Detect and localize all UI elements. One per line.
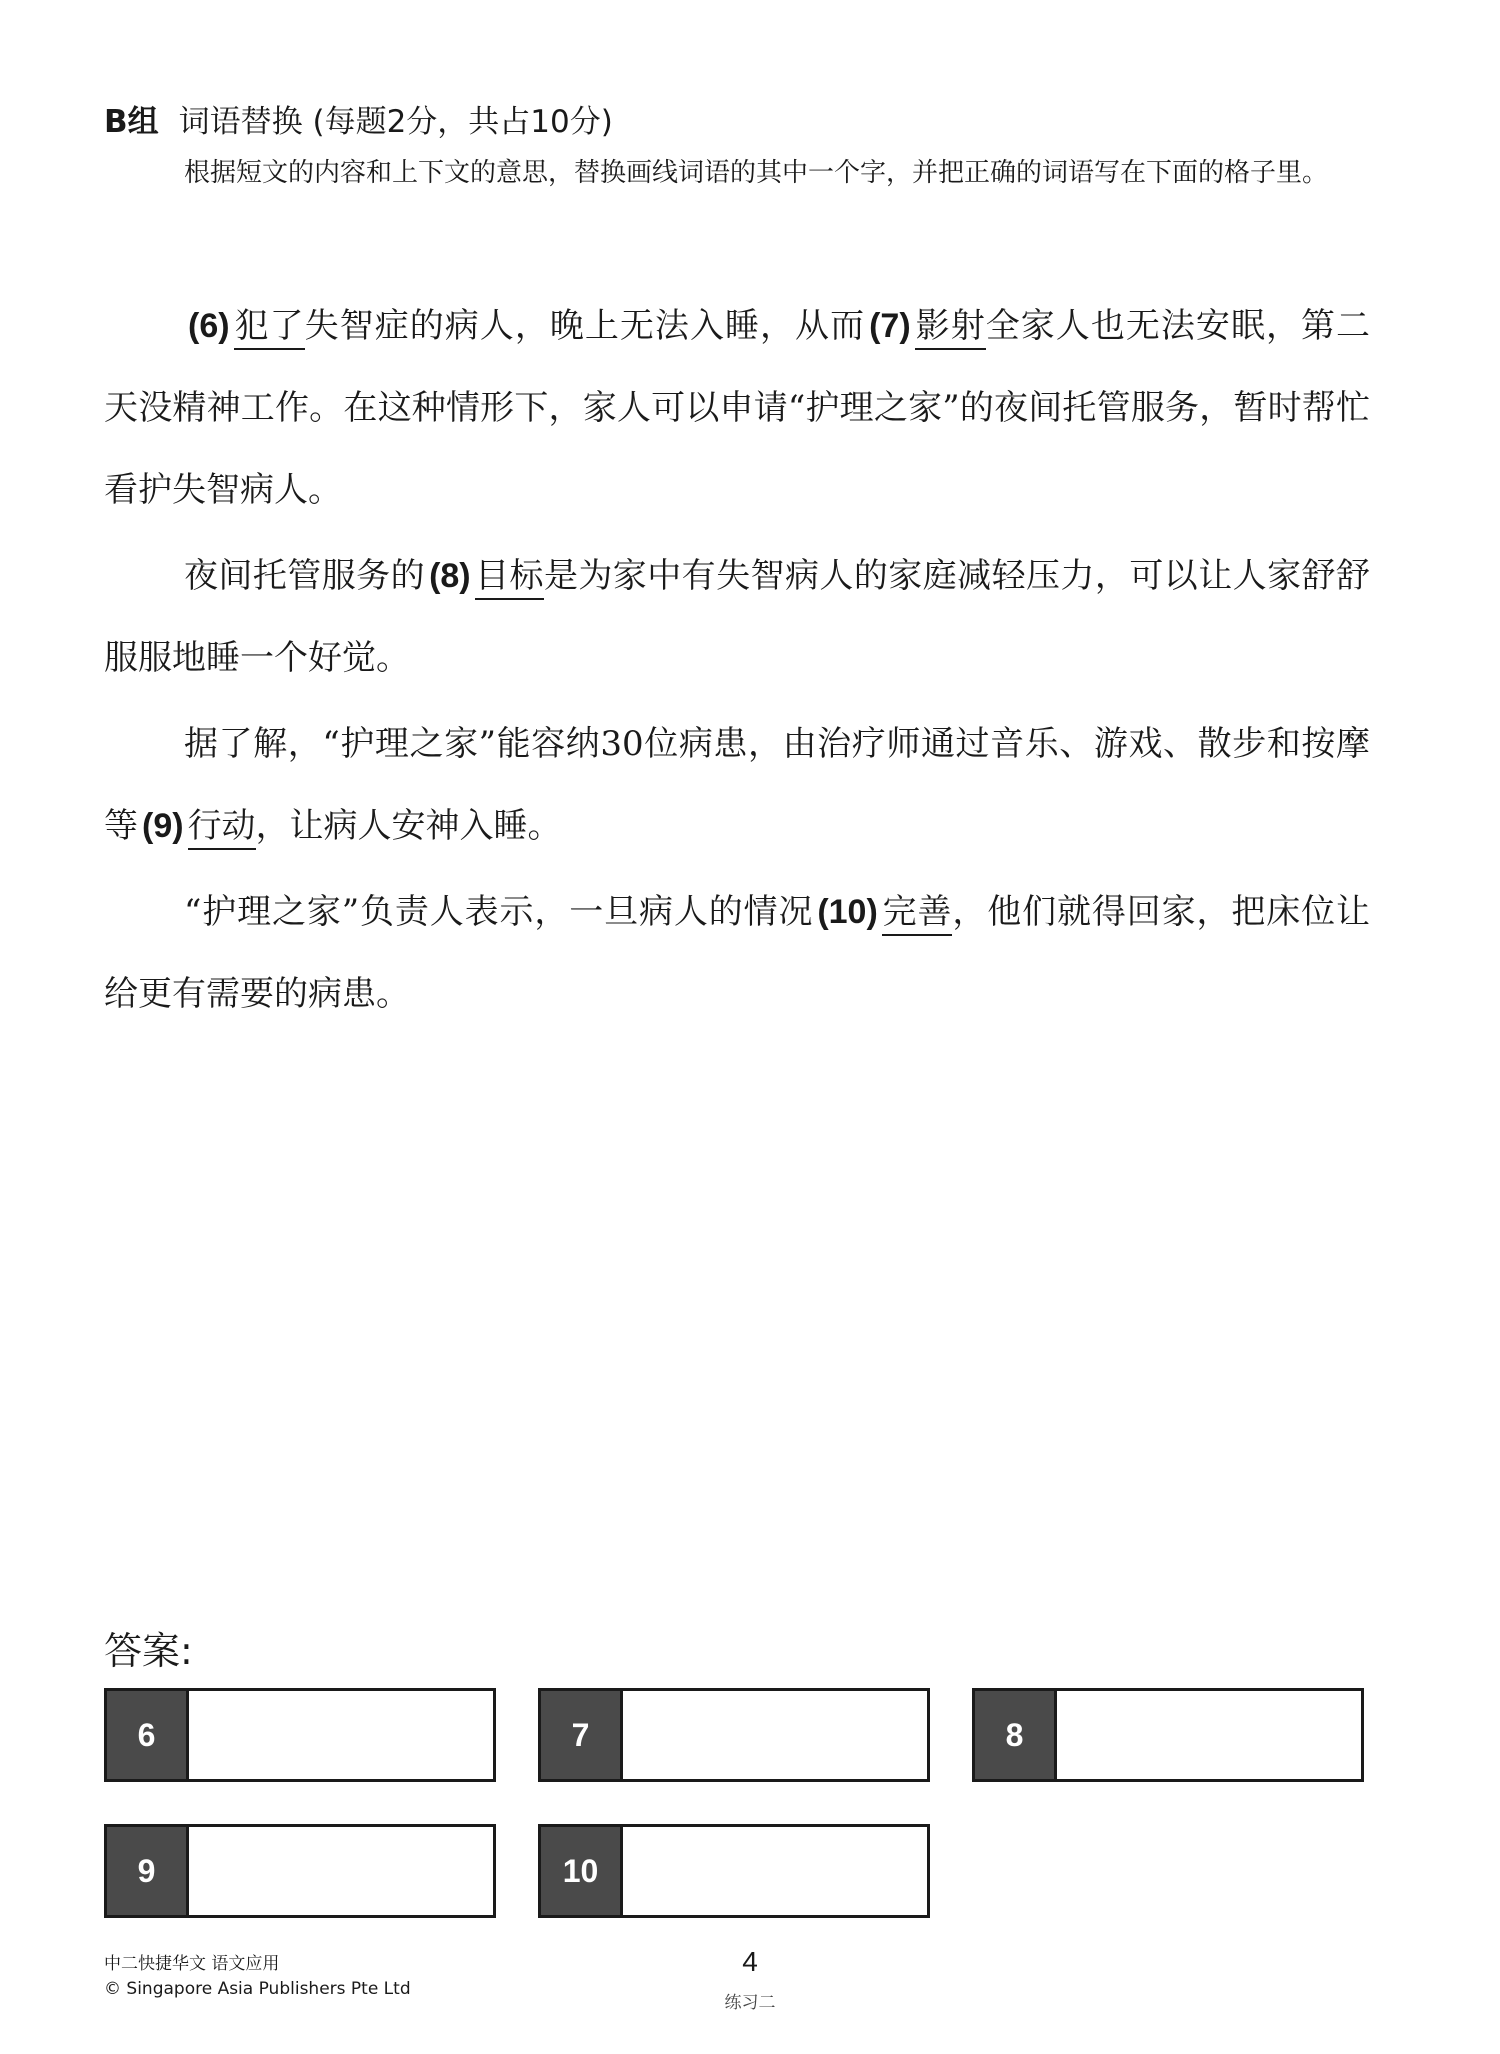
section-instruction: 根据短文的内容和上下文的意思，替换画线词语的其中一个字，并把正确的词语写在下面的格子里。 [184,158,1329,188]
question-number-6: (6) [188,307,230,345]
footer-book-title: 中二快捷华文 语文应用 [104,1954,280,1974]
answer-box-9 [104,1824,496,1918]
passage-text: 据了解，“护理之家”能容纳30位病患，由治疗师通过音乐、游戏、散步和按摩等 [104,724,1370,846]
exercise-label: 练习二 [724,1993,776,2013]
answer-number: 7 [541,1691,620,1779]
footer-copyright: © Singapore Asia Publishers Pte Ltd [104,1979,411,1999]
answer-field-6[interactable] [186,1691,493,1779]
section-title: 词语替换 (每题2分，共占10分) [178,104,613,140]
answer-field-8[interactable] [1054,1691,1361,1779]
question-number-8: (8) [429,557,471,595]
footer-book-info [104,1952,411,2002]
answer-field-10[interactable] [620,1827,927,1915]
answer-label: 答案: [104,1629,193,1673]
passage-text: ，他们就得回家，把床位让给更有需要的病患。 [104,892,1371,1014]
passage-text: “护理之家”负责人表示，一旦病人的情况 [184,892,814,932]
section-header [104,96,613,141]
underlined-word-8: 目标 [475,556,544,600]
section-group-label: B组 [104,104,159,140]
passage-text: 失智症的病人，晚上无法入睡，从而 [304,306,866,346]
answer-box-7 [538,1688,930,1782]
passage [104,285,1370,1039]
question-number-7: (7) [869,307,911,345]
underlined-word-10: 完善 [882,892,953,936]
underlined-word-9: 行动 [188,806,256,850]
answer-number: 8 [975,1691,1054,1779]
passage-paragraph-3 [104,703,1370,867]
answer-field-9[interactable] [186,1827,493,1915]
answer-number: 9 [107,1827,186,1915]
question-number-9: (9) [142,807,184,845]
passage-text: ，让病人安神入睡。 [255,806,562,846]
passage-text: 全家人也无法安眠，第二天没精神工作。在这种情形下，家人可以申请“护理之家”的夜间托管服务，暂时帮忙看护失智病人。 [104,306,1371,510]
passage-paragraph-2 [104,535,1370,699]
underlined-word-6: 犯了 [234,306,305,350]
passage-text: 是为家中有失智病人的家庭减轻压力，可以让人家舒舒服服地睡一个好觉。 [104,556,1370,678]
answer-box-8 [972,1688,1364,1782]
answer-field-7[interactable] [620,1691,927,1779]
page-number: 4 [742,1946,758,1977]
answer-box-10 [538,1824,930,1918]
answer-number: 6 [107,1691,186,1779]
underlined-word-7: 影射 [915,306,986,350]
question-number-10: (10) [817,893,878,931]
passage-paragraph-1 [104,285,1370,531]
answer-box-6 [104,1688,496,1782]
answer-number: 10 [541,1827,620,1915]
passage-text: 夜间托管服务的 [184,556,426,596]
passage-paragraph-4 [104,871,1370,1035]
